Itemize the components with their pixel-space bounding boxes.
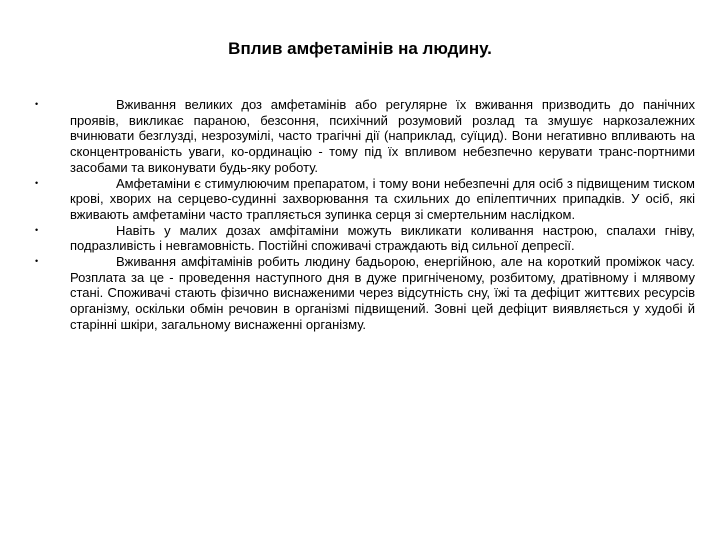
bullet-item [35,223,695,254]
bullet-item [35,176,695,223]
bullet-dot-icon: • [35,256,39,267]
bullet-text: Вживання амфітамінів робить людину бадьорою, енергійною, але на короткий проміжок часу. Розплата за це - проведення наступного дня в дуже пригніченому, розбитому, дратівному і млявому стані. Споживачі стають фізично виснаженими через відсутність сну, їжі та дефіцит життєвих ресурсів організму, оскільки обмін речовин в організмі підвищений. Зовні цей дефіцит виявляється у худобі й старінні шкіри, загальному виснаженні організму. [70,254,695,332]
bullet-text: Амфетаміни є стимулюючим препаратом, і тому вони небезпечні для осіб з підвищеним тиском крові, хворих на серцево-судинні захворювання та схильних до епілептичних припадків. У осіб, які вживають амфетаміни часто трапляється зупинка серця зі смертельним наслідком. [70,175,695,222]
bullet-text: Навіть у малих дозах амфітаміни можуть викликати коливання настрою, спалахи гніву, подразливість і невгамовність. Постійні споживачі страждають від сильної депресії. [70,222,695,254]
bullet-item [35,254,695,333]
bullet-dot-icon: • [35,99,39,109]
bullet-item [35,97,695,176]
bullet-dot-icon: • [35,177,39,188]
bullet-dot-icon: • [35,224,39,235]
slide-title: Вплив амфетамінів на людину. [228,39,492,58]
bullet-text: Вживання великих доз амфетамінів або регулярне їх вживання призводить до панічних проявів, викликає параною, безсоння, психічний розумовий розлад та змушує наркозалежних вчинювати безглузді, незрозумілі, часто трагічні дії (наприклад, суїцид). Вони негативно впливають на сконцентрованість уваги, ко-ординацію - тому під їх впливом небезпечно керувати транс-портними засобами та виконувати будь-яку роботу. [70,97,695,175]
bullet-list [35,97,695,333]
